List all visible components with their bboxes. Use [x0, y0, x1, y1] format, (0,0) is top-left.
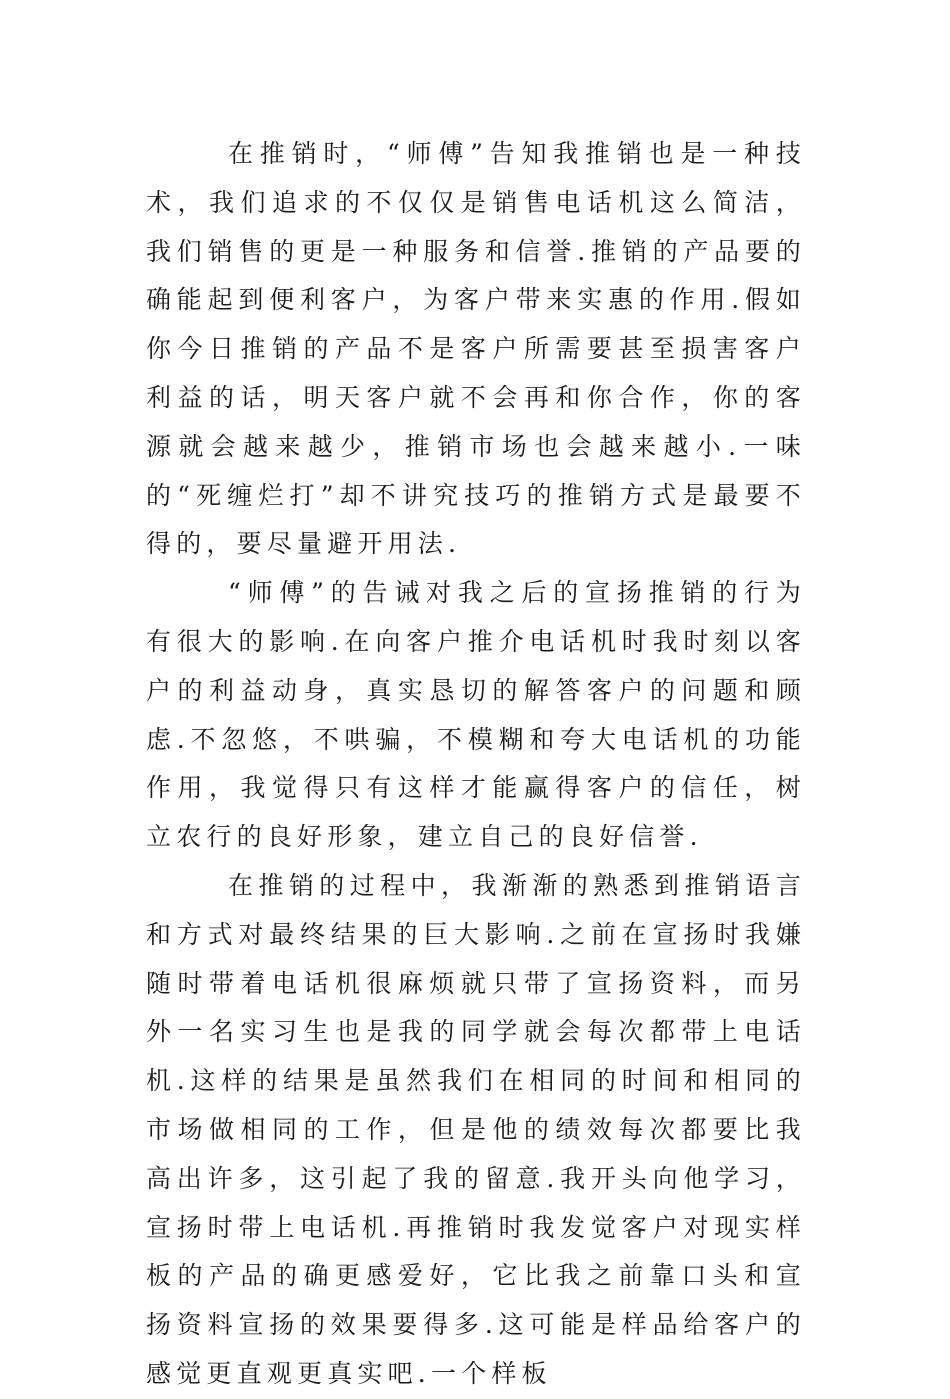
paragraph-2: “师傅”的告诫对我之后的宣扬推销的行为有很大的影响.在向客户推介电话机时我时刻以客户的利益动身，真实恳切的解答客户的问题和顾虑.不忽悠，不哄骗，不模糊和夸大电话机的功能作用，我觉得只有这样才能赢得客户的信任，树立农行的良好形象，建立自己的良好信誉.: [146, 578, 806, 852]
paragraph-3: 在推销的过程中，我渐渐的熟悉到推销语言和方式对最终结果的巨大影响.之前在宣扬时我嫌随时带着电话机很麻烦就只带了宣扬资料，而另外一名实习生也是我的同学就会每次都带上电话机.这样的结果是虽然我们在相同的时间和相同的市场做相同的工作，但是他的绩效每次都要比我高出许多，这引起了我的留意.我开头向他学习，宣扬时带上电话机.再推销时我发觉客户对现实样板的产品的确更感爱好，它比我之前靠口头和宣扬资料宣扬的效果要得多.这可能是样品给客户的感觉更直观更真实吧.一个样板: [146, 870, 806, 1388]
document-body: [146, 130, 806, 1399]
paragraph-1: 在推销时，“师傅”告知我推销也是一种技术，我们追求的不仅仅是销售电话机这么简洁，我们销售的更是一种服务和信誉.推销的产品要的确能起到便利客户，为客户带来实惠的作用.假如你今日推销的产品不是客户所需要甚至损害客户利益的话，明天客户就不会再和你合作，你的客源就会越来越少，推销市场也会越来越小.一味的“死缠烂打”却不讲究技巧的推销方式是最要不得的，要尽量避开用法.: [146, 139, 806, 559]
